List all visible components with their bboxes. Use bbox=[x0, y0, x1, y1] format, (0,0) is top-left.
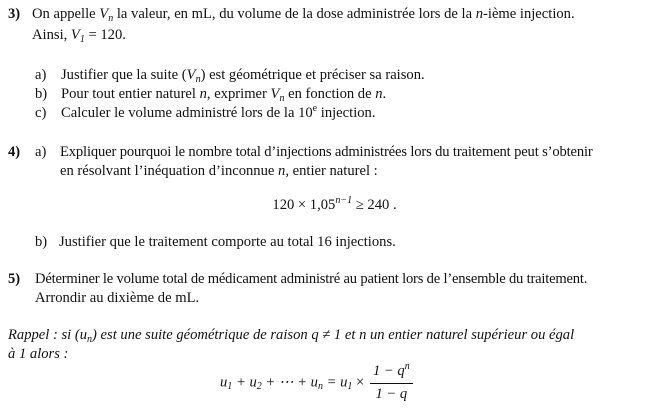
q3-text-a: On appelle bbox=[32, 6, 100, 22]
q5-number: 5) bbox=[8, 271, 21, 287]
sum-eq-u1-sub: 1 bbox=[347, 381, 353, 393]
sum-dots-un: + ⋯ + u bbox=[261, 374, 318, 391]
sum-plus-u2: + u bbox=[232, 374, 257, 391]
q3-a-text bbox=[61, 66, 425, 86]
q3-b-n: n bbox=[199, 86, 207, 102]
sum-times: × bbox=[352, 374, 365, 391]
sum-eq-u1: = u bbox=[322, 374, 348, 391]
sum-fraction bbox=[370, 363, 413, 403]
q3-text-c: -ième injection. bbox=[483, 6, 575, 22]
q3-var-sub: n bbox=[108, 13, 114, 24]
q4-a-line2-n: n bbox=[278, 163, 286, 179]
frac-num-text: 1 − q bbox=[372, 363, 405, 379]
q3-b-n2: n bbox=[375, 86, 383, 102]
q3-line2-a: Ainsi, bbox=[32, 27, 71, 43]
rappel-sum-formula bbox=[220, 363, 413, 403]
q4-line2 bbox=[60, 162, 378, 180]
q3-line2-var: V bbox=[70, 27, 80, 43]
q3-c-text bbox=[61, 104, 376, 124]
q4-item-b bbox=[35, 233, 396, 251]
q3-line2-sub: 1 bbox=[79, 34, 85, 45]
sum-u1-sub: 1 bbox=[227, 381, 233, 393]
rappel-b: ) est une suite géométrique de raison bbox=[92, 327, 312, 343]
q4-number: 4) bbox=[8, 144, 21, 160]
q3-b-text1: Pour tout entier naturel bbox=[61, 86, 200, 102]
q3-b-label: b) bbox=[35, 86, 48, 102]
q4-a-line2-b: , entier naturel : bbox=[285, 163, 378, 179]
fraction-denominator: 1 − q bbox=[375, 386, 408, 402]
q4-a-line2-a: en résolvant l’inéquation d’inconnue bbox=[60, 163, 279, 179]
q3-n: n bbox=[475, 6, 484, 22]
rappel-n: n bbox=[359, 327, 367, 343]
q3-b-text bbox=[61, 85, 386, 105]
sum-un-sub: n bbox=[317, 381, 323, 393]
q3-b-text4: . bbox=[382, 86, 387, 102]
q3-c-text1: Calculer le volume administré lors de la 10 bbox=[61, 105, 313, 121]
q3-a-text2: ) est géométrique et préciser sa raison. bbox=[200, 67, 425, 83]
sum-u2-sub: 2 bbox=[256, 381, 262, 393]
q4-formula-a: 120 × 1,05 bbox=[272, 197, 336, 213]
q3-a-var: V bbox=[186, 67, 196, 83]
rappel-line2-text: à 1 alors : bbox=[8, 346, 69, 362]
q3-line1 bbox=[8, 5, 663, 25]
q3-item-c bbox=[35, 103, 376, 122]
q4-a-label: a) bbox=[35, 144, 47, 160]
q3-c-label: c) bbox=[35, 105, 47, 121]
rappel-u-sub: n bbox=[87, 334, 93, 345]
q3-line2-b: = 120. bbox=[84, 27, 126, 43]
q3-number: 3) bbox=[8, 6, 21, 22]
frac-num-exp: n bbox=[404, 361, 410, 372]
rappel-q: q bbox=[311, 327, 319, 343]
q3-line2 bbox=[32, 26, 126, 46]
q5-line2-text: Arrondir au dixième de mL. bbox=[35, 290, 200, 306]
q5-line2 bbox=[35, 289, 199, 307]
rappel-a: Rappel : si ( bbox=[8, 327, 80, 343]
rappel-line2 bbox=[8, 345, 68, 363]
q4-b-label: b) bbox=[35, 234, 48, 250]
q4-b-text: Justifier que le traitement comporte au total 16 injections. bbox=[59, 234, 396, 250]
q4-formula-b: ≥ 240 . bbox=[352, 197, 397, 213]
sum-u1: u bbox=[220, 374, 228, 391]
rappel-line1 bbox=[8, 326, 574, 346]
q5-line1-text: Déterminer le volume total de médicament administré au patient lors de l’ensemble du traitement. bbox=[35, 271, 588, 287]
rappel-u: u bbox=[79, 327, 88, 343]
q3-var: V bbox=[99, 6, 109, 22]
q3-b-var: V bbox=[270, 86, 280, 102]
q3-c-text2: injection. bbox=[317, 105, 376, 121]
q3-item-a bbox=[35, 66, 425, 85]
rappel-c: ≠ 1 et bbox=[318, 327, 360, 343]
q3-a-text1: Justifier que la suite ( bbox=[61, 67, 187, 83]
fraction-numerator bbox=[370, 363, 413, 384]
q4-a-line1: Expliquer pourquoi le nombre total d’injections administrées lors du traitement peut s’obtenir bbox=[60, 144, 593, 160]
q4-formula bbox=[0, 196, 669, 216]
q3-b-sub: n bbox=[279, 93, 285, 104]
q3-b-text2: , exprimer bbox=[206, 86, 271, 102]
q4-formula-exp: n−1 bbox=[335, 195, 353, 206]
rappel-d: un entier naturel supérieur ou égal bbox=[366, 327, 575, 343]
q3-a-label: a) bbox=[35, 67, 47, 83]
q3-b-text3: en fonction de bbox=[284, 86, 376, 102]
q3-a-sub: n bbox=[195, 74, 201, 85]
q3-c-sup: e bbox=[312, 103, 318, 114]
q3-item-b bbox=[35, 85, 387, 104]
q3-text-b: la valeur, en mL, du volume de la dose administrée lors de la bbox=[113, 6, 476, 22]
